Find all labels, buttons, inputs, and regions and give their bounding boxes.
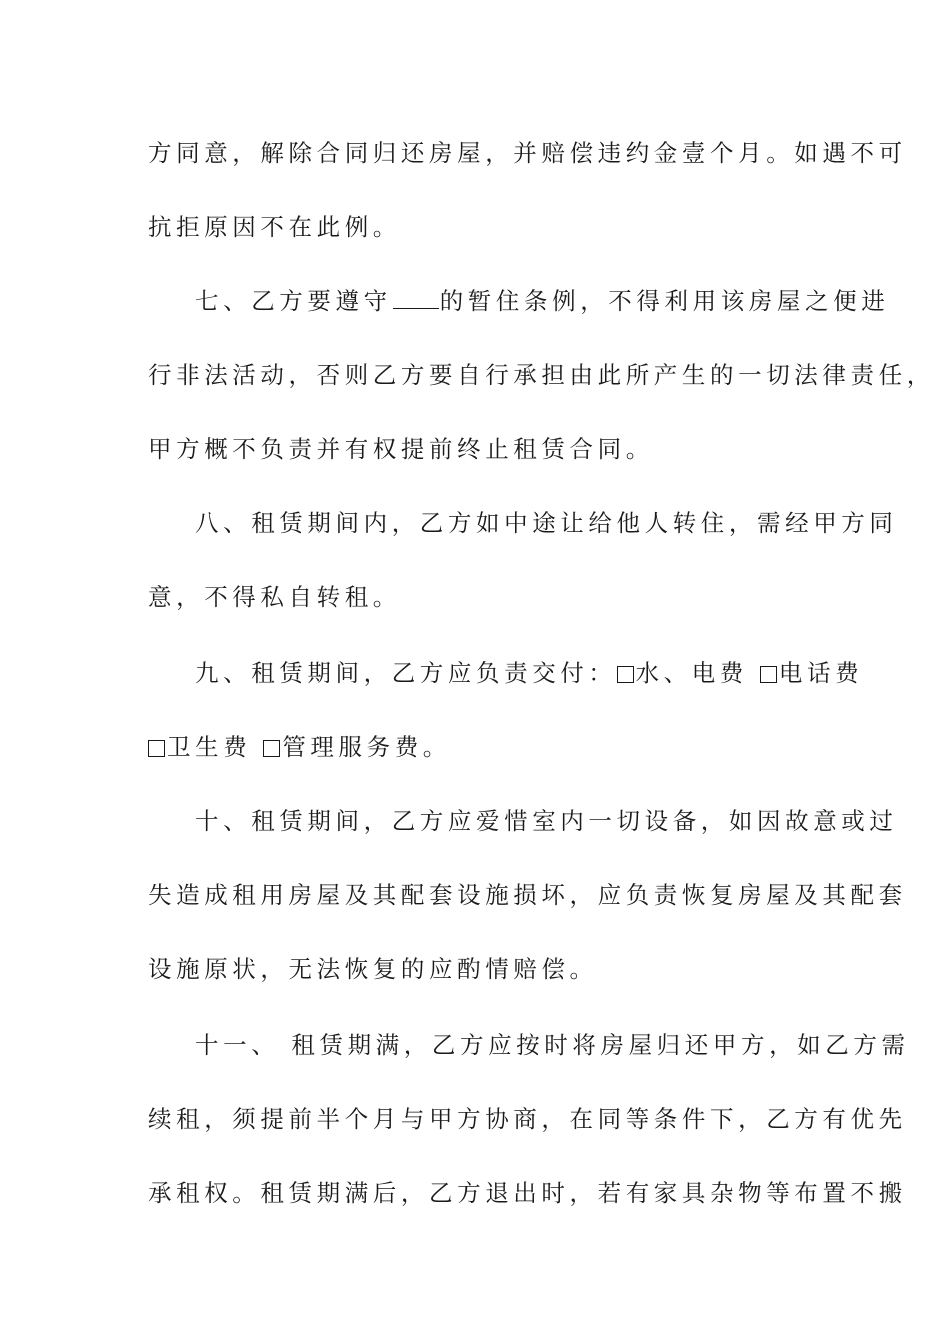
text-fragment: 九、租赁期间，乙方应负责交付： [195, 659, 617, 687]
text-line-content: 意，不得私自转租。 [148, 583, 401, 611]
text-line [148, 954, 808, 984]
text-line [148, 582, 808, 612]
text-line [148, 434, 808, 464]
text-line-content: 十、租赁期间，乙方应爱惜室内一切设备，如因故意或过 [195, 807, 898, 835]
text-line [148, 880, 907, 910]
text-line-content: 续租，须提前半个月与甲方协商，在同等条件下，乙方有优先 [148, 1105, 907, 1133]
text-line-content: 失造成租用房屋及其配套设施损坏，应负责恢复房屋及其配套 [148, 881, 907, 909]
option-sanitation: 卫生费 [167, 733, 252, 761]
checkbox-icon[interactable] [263, 740, 280, 757]
text-line-content: 设施原状，无法恢复的应酌情赔偿。 [148, 955, 598, 983]
text-line-content: 承租权。租赁期满后，乙方退出时，若有家具杂物等布置不搬 [148, 1179, 907, 1207]
fill-in-blank [393, 288, 439, 309]
clause-7-line [195, 286, 890, 316]
clause-9-line [195, 658, 864, 688]
option-management: 管理服务费。 [282, 733, 451, 761]
text-fragment: 的暂住条例，不得利用该房屋之便进 [439, 287, 890, 315]
text-line [148, 360, 935, 390]
clause-11-line [195, 1030, 910, 1060]
text-fragment: 七、乙方要遵守 [195, 287, 392, 315]
text-line [148, 212, 808, 242]
text-line [148, 1104, 907, 1134]
clause-9-options-line [148, 732, 808, 762]
checkbox-icon[interactable] [760, 666, 777, 683]
text-line [148, 138, 907, 168]
option-water-electricity: 水、电费 [635, 659, 748, 687]
checkbox-icon[interactable] [148, 740, 165, 757]
text-line-content: 抗拒原因不在此例。 [148, 213, 401, 241]
text-line-content: 八、租赁期间内，乙方如中途让给他人转住，需经甲方同 [195, 509, 898, 537]
option-phone: 电话费 [778, 659, 864, 687]
clause-10-line [195, 806, 898, 836]
checkbox-icon[interactable] [617, 666, 634, 683]
clause-8-line [195, 508, 898, 538]
text-line-content: 方同意，解除合同归还房屋，并赔偿违约金壹个月。如遇不可 [148, 139, 907, 167]
text-line-content: 行非法活动，否则乙方要自行承担由此所产生的一切法律责任， [148, 361, 935, 389]
text-line-content: 十一、 租赁期满，乙方应按时将房屋归还甲方，如乙方需 [195, 1031, 910, 1059]
text-line-content: 甲方概不负责并有权提前终止租赁合同。 [148, 435, 654, 463]
text-line [148, 1178, 907, 1208]
